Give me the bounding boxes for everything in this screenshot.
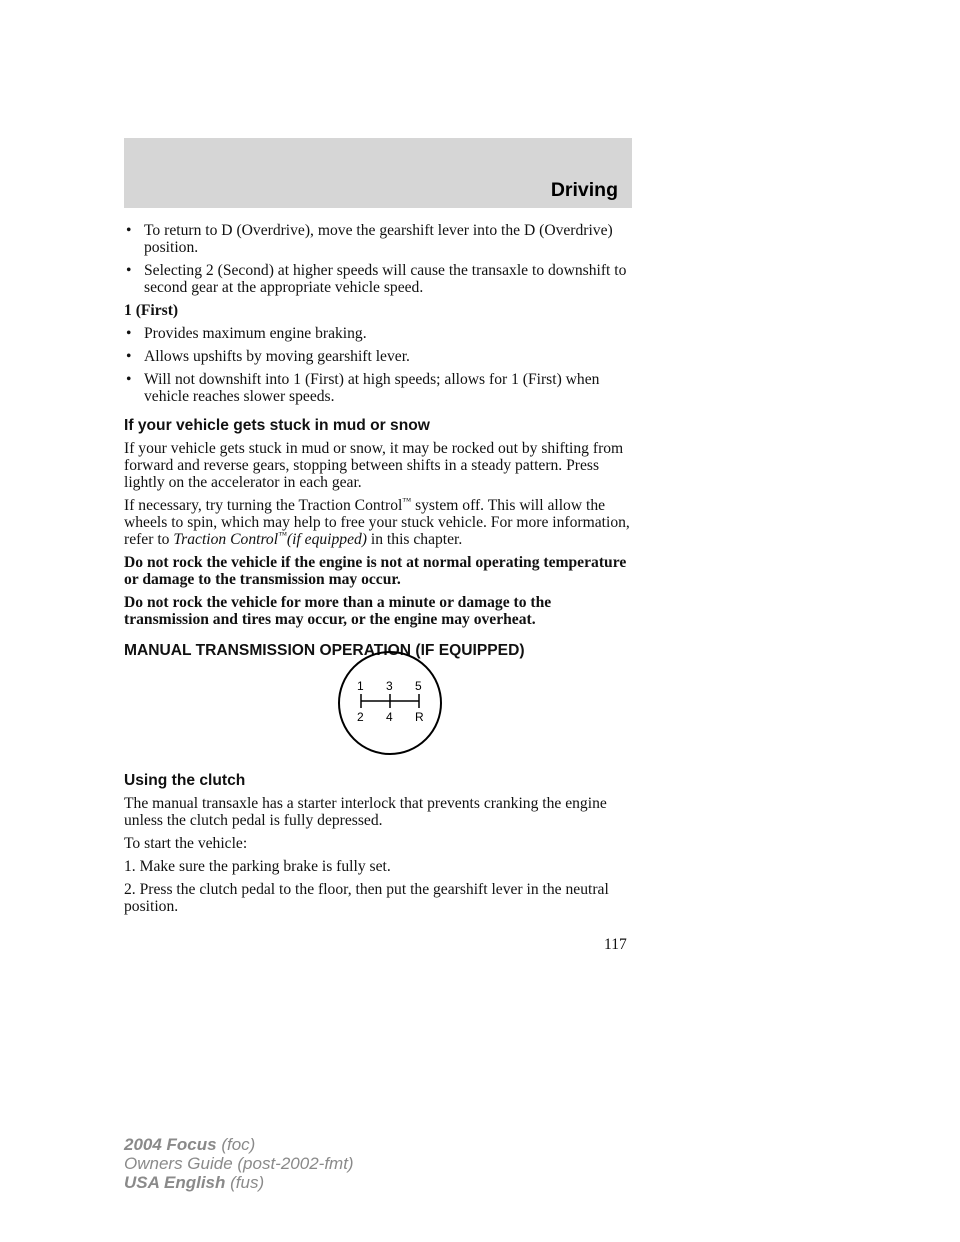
gear-label-1: 1 — [357, 679, 364, 693]
section-header-band — [124, 138, 632, 208]
bullet-item — [124, 371, 634, 405]
tc-text-c: in this chapter. — [370, 531, 463, 548]
clutch-paragraph: The manual transaxle has a starter interlock that prevents cranking the engine unless the clutch pedal is fully depressed. — [124, 795, 607, 829]
start-step-1: 1. Make sure the parking brake is fully set. — [124, 858, 391, 875]
bullet-marker: • — [126, 348, 132, 365]
tc-reference — [173, 531, 367, 548]
trademark-mark: ™ — [278, 529, 287, 540]
gear-label-2: 2 — [357, 710, 364, 724]
warning-duration: Do not rock the vehicle for more than a minute or damage to the transmission and tires may occur, or the engine may overheat. — [124, 594, 552, 628]
section-title: Driving — [550, 179, 618, 201]
warning-temperature: Do not rock the vehicle if the engine is not at normal operating temperature or damage to the transmission may occur. — [124, 554, 627, 588]
stuck-heading: If your vehicle gets stuck in mud or snow — [124, 417, 430, 434]
footer-language-code: (fus) — [230, 1173, 265, 1192]
bullet-marker: • — [126, 262, 132, 279]
bullet-item — [124, 348, 634, 365]
bullet-text: To return to D (Overdrive), move the gearshift lever into the D (Overdrive) position. — [144, 222, 613, 256]
bullet-marker: • — [126, 371, 132, 388]
page-number: 117 — [604, 936, 627, 953]
footer-model-code: (foc) — [221, 1135, 256, 1154]
traction-control-paragraph — [124, 497, 634, 548]
bullet-text: Allows upshifts by moving gearshift lever. — [144, 348, 410, 365]
clutch-heading: Using the clutch — [124, 772, 246, 789]
gear-label-3: 3 — [386, 679, 393, 693]
footer-line-model — [124, 1135, 354, 1154]
tc-ref-a: Traction Control — [173, 531, 279, 548]
bullet-text: Selecting 2 (Second) at higher speeds will cause the transaxle to downshift to second gear at the appropriate vehicle speed. — [144, 262, 627, 296]
tc-ref-b: (if equipped) — [286, 531, 367, 548]
document-footer — [124, 1135, 354, 1192]
bullet-text: Will not downshift into 1 (First) at high speeds; allows for 1 (First) when vehicle reaches slower speeds. — [144, 371, 600, 405]
bullet-text: Provides maximum engine braking. — [144, 325, 367, 342]
shift-pattern-diagram — [337, 650, 443, 756]
footer-line-guide: Owners Guide (post-2002-fmt) — [124, 1154, 354, 1173]
first-gear-heading: 1 (First) — [124, 302, 179, 319]
trademark-mark: ™ — [402, 495, 412, 506]
gear-label-4: 4 — [386, 710, 393, 724]
start-step-2: 2. Press the clutch pedal to the floor, then put the gearshift lever in the neutral position. — [124, 881, 609, 915]
manual-transmission-heading: MANUAL TRANSMISSION OPERATION (IF EQUIPPED) — [124, 642, 525, 659]
body-column-bottom — [124, 772, 634, 921]
footer-line-language — [124, 1173, 354, 1192]
footer-language: USA English — [124, 1173, 226, 1192]
body-column-top — [124, 222, 634, 665]
start-intro: To start the vehicle: — [124, 835, 248, 852]
bullet-item — [124, 262, 634, 296]
bullet-marker: • — [126, 222, 132, 239]
footer-model: 2004 Focus — [124, 1135, 217, 1154]
stuck-paragraph: If your vehicle gets stuck in mud or snow, it may be rocked out by shifting from forward and reverse gears, stopping between shifts in a steady pattern. Press lightly on the accelerator in each gear. — [124, 440, 624, 491]
tc-text-b: system off. This will allow the wheels to spin, which may help to free your stuck vehicle. For more information, refer to — [124, 497, 630, 548]
bullet-item — [124, 222, 634, 256]
bullet-item — [124, 325, 634, 342]
tc-text-a: If necessary, try turning the Traction Control — [124, 497, 403, 514]
gear-label-5: 5 — [415, 679, 422, 693]
gear-label-reverse: R — [415, 710, 424, 724]
bullet-marker: • — [126, 325, 132, 342]
